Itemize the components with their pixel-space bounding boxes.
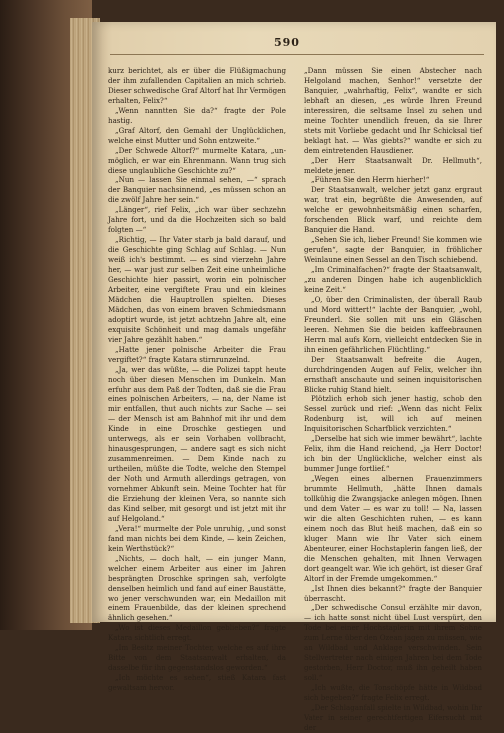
paragraph: „Im Besitz meiner Tochter, welche es auf ihre Bitte von dem Staatsanwalt erhalten, da dasselbe für ihn gegenstandslos geworden.“ <box>108 643 286 673</box>
paragraph: „Wo ist dieses Medaillon geblieben?“ fragte Katara sichtlich erregt. <box>108 623 286 643</box>
paragraph: kurz berichtet, als er über die Flüßigmachung der ihm zufallenden Capitalien an mich schrieb. Dieser schwedische Graf Altorf hat Ihr Vermögen erhalten, Felix?“ <box>108 66 286 105</box>
paragraph: „Nichts, — doch halt, — ein junger Mann, welcher einem Arbeiter aus einer im Jahren besprängten Droschke springen sah, verfolgte denselben heimlich und fand auf einer Baustätte, wo jener verschwunden war, ein Medaillon mit einem Frauenbilde, das der kleinen sprechend ähnlich gesehen.“ <box>108 553 286 623</box>
paragraph: „Der Schwede Altorf?“ murmelte Katara, „un-möglich, er war ein Ehrenmann. Wann trug sich diese unglaubliche Geschichte zu?“ <box>108 145 286 175</box>
paragraph: Der Staatsanwalt, welcher jetzt ganz ergraut war, trat ein, begrüßte die Anwesenden, auf welche er gewohnheitsmäßig einen scharfen, forschenden Blick warf, und reichte dem Banquier die Hand. <box>304 185 482 235</box>
book-page <box>92 22 496 732</box>
right-column <box>304 66 482 733</box>
paragraph: „Hatte jener polnische Arbeiter die Frau vergiftet?“ fragte Katara stirnrunzelnd. <box>108 344 286 364</box>
paragraph: „Graf Altorf, den Gemahl der Unglücklichen, welche einst Mutter und Sohn entzweite.“ <box>108 125 286 145</box>
paragraph: Der Staatsanwalt befreite die Augen, durchdringenden Augen auf Felix, welcher ihn ernsthaft anschaute und seinen inquisitorischen Blicke ruhig Stand hielt. <box>304 354 482 394</box>
paragraph: „O, über den Criminalisten, der überall Raub und Mord wittert!“ lachte der Banquier, „wohl, Freunderl. Sie sollen mit uns ein Gläschen leeren. Nehmen Sie die beiden kaffeebraunen Herrn mal aufs Korn, vielleicht entdecken Sie in ihn einen gefährlichen Flüchtling.“ <box>304 294 482 354</box>
paragraph: „Ja, wer das wüßte, — die Polizei tappt heute noch über diesen Menschen im Dunkeln. Man erfuhr aus dem Paß der Todten, daß sie die Frau eines polnischen Arbeiters, — na, der Name ist mir entfallen, thut auch nichts zur Sache — sei — der Mensch ist am Bahnhof mit ihr und dem Kinde in eine Droschke gestiegen und unterwegs, als er sein Vorhaben vollbracht, hinausgesprungen, — andere sagt es sich nicht zusammenreimen. — Dem Kinde nach zu urtheilen, müßte die Todte, welche den Stempel der Noth und Armuth allerdings getragen, von vornehmer Abkunft sein. Meine Tochter hat für die Erziehung der kleinen Vera, so nannte sich das Kind selber, mit gesorgt und ist jetzt mit ihr auf Helgoland.“ <box>108 364 286 523</box>
paragraph: „Im Criminalfachen?“ fragte der Staatsanwalt, „zu anderen Dingen habe ich augenblicklich keine Zeit.“ <box>304 265 482 294</box>
paragraph: „Der Schlaganfall spielte in Wildbad, wohin Ihr Vater in seiner gerechtfertigen Eifersucht mit der <box>304 703 482 732</box>
page-number: 590 <box>274 36 300 49</box>
paragraph: „Länger“, rief Felix, „ich war über sechzehn Jahre fort, und da die Hochzeiten sich so bald folgten —“ <box>108 205 286 235</box>
paragraph: „Wegen eines albernen Frauenzimmers brummte Hellmuth, „hätte Ihnen damals tollkühig die Zwangsjacke anlegen mögen. Ihnen und dem Vater — es war zu toll! — Na, lassen wir die alten Geschichten ruhen, — es kann einem noch das Blut heiß machen, daß ein so kluger Mann wie Ihr Vater sich einem Abenteurer, einer Hochstaplerin fangen ließ, der die Menschen gehalten, mit Ihnen Verwagen dort geangelt war. Wie ich gehört, ist dieser Graf Altorf in der Fremde umgekommen.“ <box>304 474 482 583</box>
paragraph: „Vera!“ murmelte der Pole unruhig, „und sonst fand man nichts bei dem Kinde, — kein Zeichen, kein Werthstück?“ <box>108 523 286 553</box>
paragraph: „Nun — lassen Sie einmal sehen, —“ sprach der Banquier nachsinnend, „es müssen schon an die zwölf Jahre her sein.“ <box>108 175 286 205</box>
paragraph: „Richtig, — Ihr Vater starb ja bald darauf, und die Geschichte ging Schlag auf Schlag. — Nun weiß ich's bestimmt. — es sind vierzehn Jahre her, — war just zur selben Zeit eine unheimliche Geschichte hier passirt, worin ein polnischer Arbeiter, eine vergiftete Frau und ein kleines Mädchen die Hauptrollen spielten. Dieses Mädchen, das von einem braven Schmiedsmann adoptirt wurde, ist jetzt achtzehn Jahre alt, eine exquisite Schönheit und mag damals ungefähr vier Jahre gezählt haben.“ <box>108 235 286 344</box>
paragraph: „Sehen Sie ich, lieber Freund! Sie kommen wie gerufen“, sagte der Banquier, in fröhlicher Weinlaune einen Sessel an den Tisch schiebend. <box>304 235 482 265</box>
paragraph: „Ich möchte es sehen“, stieß Katara fast gewaltsam hervor. <box>108 673 286 693</box>
paragraph: „Der schwedische Consul erzählte mir davon, — ich hatte sonst nicht übel Lust verspürt, den Tode bei einer Hochstaplerin mit ihrem Sohne zum Lerne über den Ozean jagen zu müssen, wie an Wildbad und Anklage verschwinden. Sein Stellvertreter nach einigen Jahren bei dem Tode gestorben, Herr Doctor, muß ihn geheilt haben soll.“ <box>304 603 482 683</box>
paragraph: „Derselbe hat sich wie immer bewährt“, lachte Felix, ihm die Hand reichend, „ja Herr Doctor! ich bin der Unglückliche, welcher einst als bummer Junge fortlief.“ <box>304 434 482 474</box>
paragraph: „Ist Ihnen dies bekannt?“ fragte der Banquier überrascht. <box>304 583 482 603</box>
paragraph: „Wenn nanntten Sie da?“ fragte der Pole hastig. <box>108 105 286 125</box>
left-column <box>108 66 286 693</box>
header-rule <box>110 54 484 55</box>
paragraph: Plötzlich erhob sich jener hastig, schob den Sessel zurück und rief: „Wenn das nicht Felix Rodenburg ist, will ich auf meinen Inquisitorischen Scharfblick verzichten.“ <box>304 394 482 434</box>
paragraph: „Der Herr Staatsanwalt Dr. Hellmuth“, meldete jener. <box>304 155 482 175</box>
paragraph: „Ich wußte, die Tonschöpfe hätte in Wildbad sich begeben?“ fragte Felix erregt. <box>304 683 482 703</box>
paragraph: „Dann müssen Sie einen Abstecher nach Helgoland machen, Senhor!“ versetzte der Banquier, „wahrhaftig, Felix“, wandte er sich lebhaft an diesen, „es würde Ihren Freund interessiren, die seltsame Insel zu sehen und meine Tochter unendlich freuen, da sie Ihrer stets mit Vorliebe gedacht und Ihr Schicksal tief beklagt hat. — Was giebts?“ wandte er sich zu dem eintretenden Hausdiener. <box>304 66 482 155</box>
paragraph: „Führen Sie den Herrn hierher!“ <box>311 175 430 185</box>
